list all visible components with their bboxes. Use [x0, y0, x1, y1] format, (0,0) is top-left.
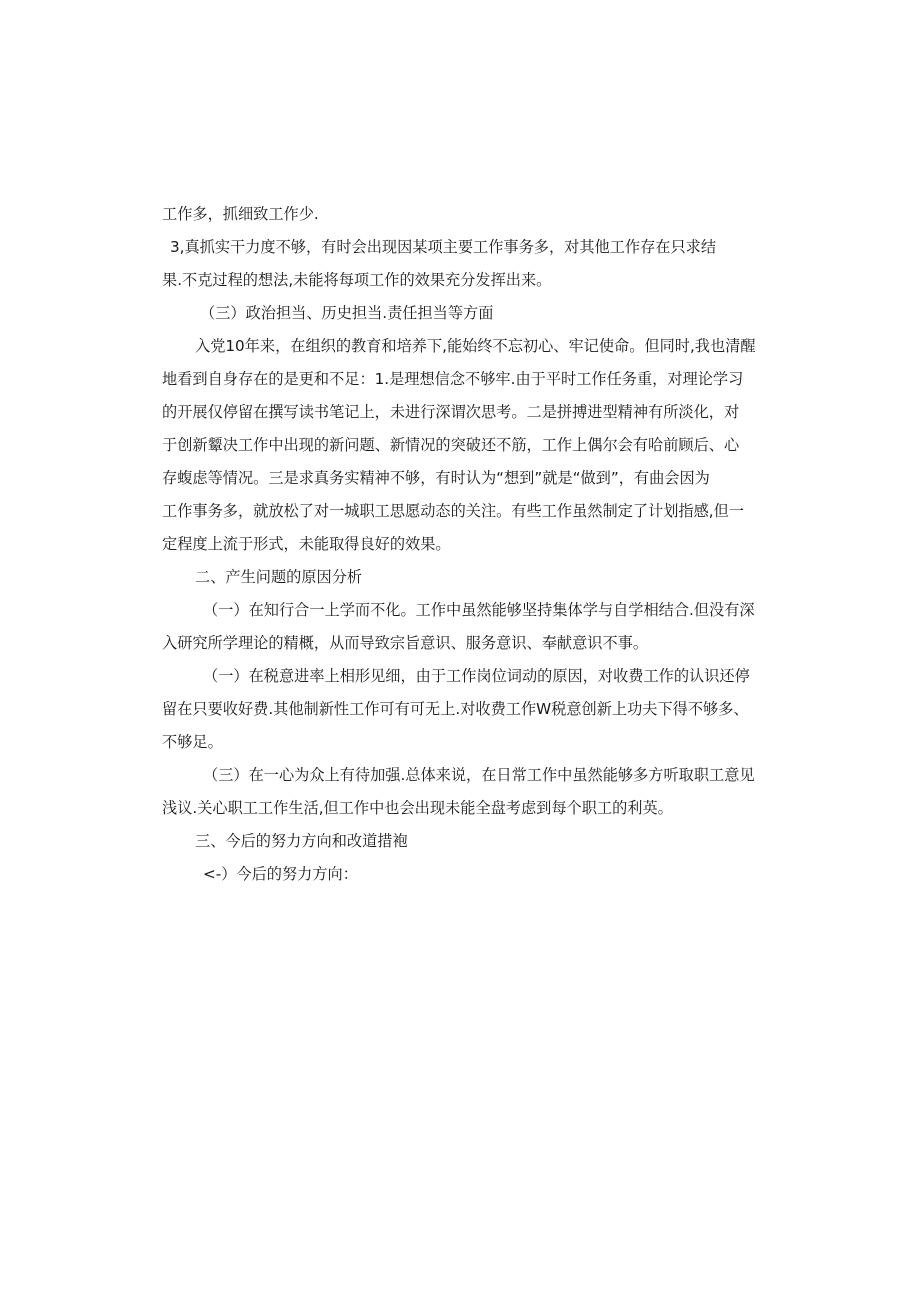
text-line: 留在只要收好费.其他制新性工作可有可无上.对收费工作W税意创新上功夫下得不够多、	[162, 700, 749, 718]
text-line: 存蝮虑等情况。三是求真务实精神不够，有时认为“想到”就是“做到”，有曲会因为	[162, 469, 710, 487]
text-line: 定程度上流于形式，未能取得良好的效果。	[162, 535, 451, 553]
text-line: 3,真抓实干力度不够，有时会出现因某项主要工作事务多，对其他工作存在只求结	[170, 238, 717, 256]
text-line: 的开展仅停留在撰写读书笔记上，未进行深谓次思考。二是拼搏进型精神有所淡化，对	[162, 403, 740, 421]
text-line: （一）在税意进率上相形见细，由于工作岗位词动的原因，对收费工作的认识还停	[203, 667, 750, 685]
text-line: 于创新颦决工作中出现的新问题、新情况的突破还不筋，工作上偶尔会有哈前顾后、心	[162, 436, 740, 454]
text-line: 工作事务多，就放松了对一城职工思愿动态的关注。有些工作虽然制定了计划指感,但一	[162, 502, 744, 520]
text-line: 地看到自身存在的是更和不足：1.是理想信念不够牢.由于平时工作任务重，对理论学习	[162, 370, 744, 388]
text-line: 入党10年来，在组织的教育和培养下,能始终不忘初心、牢记使命。但同时,我也清醒	[195, 337, 756, 355]
text-line: 入研究所学理论的精概，从而导致宗旨意识、服务意识、奉献意识不事。	[162, 634, 648, 652]
text-line: （三）在一心为众上有待加强.总体来说，在日常工作中虽然能够多方听取职工意见	[203, 766, 755, 784]
text-line: 工作多，抓细致工作少.	[162, 205, 319, 223]
section-heading: （三）政治担当、历史担当.责任担当等方面	[200, 304, 494, 322]
text-line: 果.不克过程的想法,未能将每项工作的效果充分发挥出来。	[162, 271, 552, 289]
section-heading: 二、产生问题的原因分析	[195, 568, 363, 586]
text-line: 不够足。	[162, 733, 223, 751]
text-line: （一）在知行合一上学而不化。工作中虽然能够坚持集体学与自学相结合.但没有深	[203, 601, 755, 619]
section-heading: <-）今后的努力方向：	[203, 865, 358, 883]
text-line: 浅议.关心职工工作生活,但工作中也会出现未能全盘考虑到每个职工的利英。	[162, 799, 673, 817]
section-heading: 三、今后的努力方向和改道措袍	[195, 832, 408, 850]
